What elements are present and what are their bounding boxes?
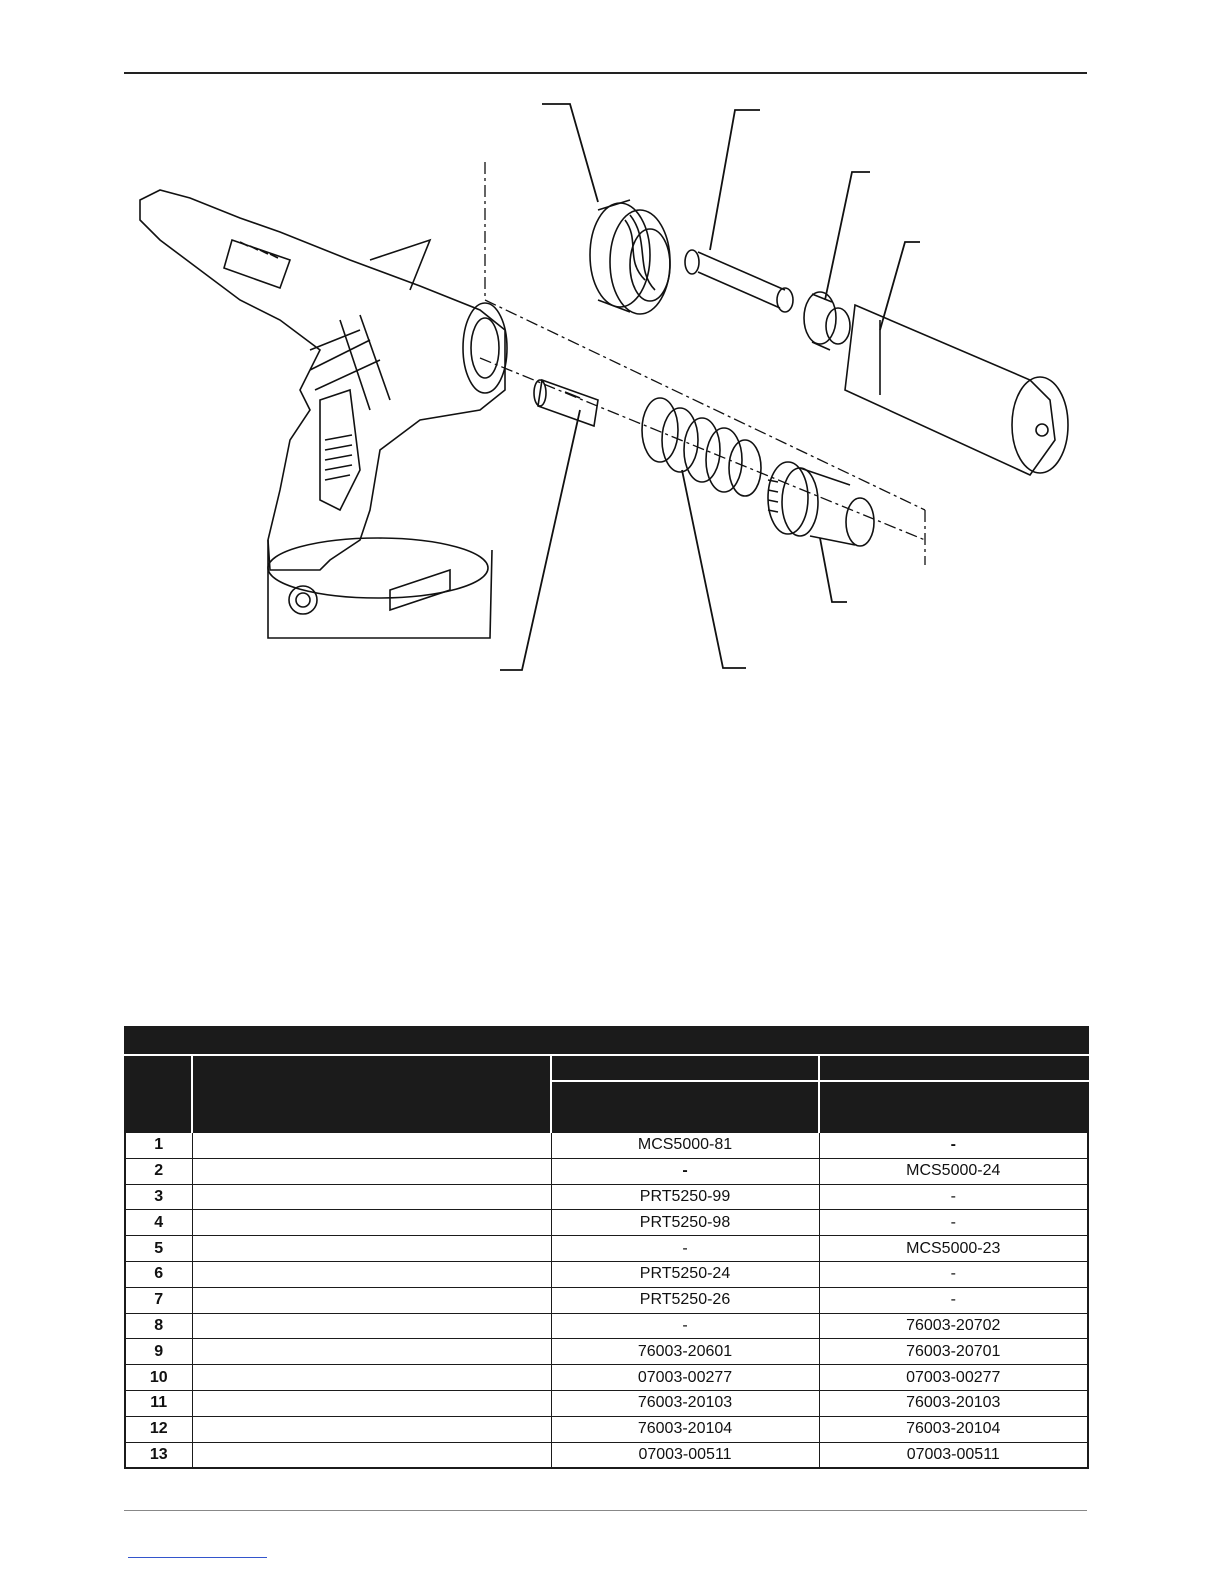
description-cell xyxy=(192,1313,551,1339)
top-rule xyxy=(124,72,1087,74)
subheader-part-number-a-cell xyxy=(551,1081,819,1133)
header-description-cell xyxy=(192,1055,551,1133)
part-number-a: PRT5250-98 xyxy=(551,1210,819,1236)
part-number-b: - xyxy=(819,1210,1088,1236)
header-model-b-cell xyxy=(819,1055,1088,1081)
part-number-a: PRT5250-24 xyxy=(551,1261,819,1287)
subheader-part-number-b-cell xyxy=(819,1081,1088,1133)
item-number: 7 xyxy=(125,1287,192,1313)
parts-list-table xyxy=(124,1026,1089,1469)
part-number-b: - xyxy=(819,1133,1088,1159)
item-number: 5 xyxy=(125,1236,192,1262)
part-number-a: - xyxy=(551,1158,819,1184)
footer-link[interactable] xyxy=(128,1557,267,1558)
header-model-a-cell xyxy=(551,1055,819,1081)
item-number: 10 xyxy=(125,1365,192,1391)
part-number-b: 07003-00511 xyxy=(819,1442,1088,1468)
part-number-b: 76003-20103 xyxy=(819,1390,1088,1416)
part-number-b: 07003-00277 xyxy=(819,1365,1088,1391)
table-row xyxy=(125,1442,1088,1468)
part-number-b: 76003-20701 xyxy=(819,1339,1088,1365)
header-item-cell xyxy=(125,1055,192,1133)
part-number-a: MCS5000-81 xyxy=(551,1133,819,1159)
description-cell xyxy=(192,1365,551,1391)
part-number-b: - xyxy=(819,1261,1088,1287)
description-cell xyxy=(192,1158,551,1184)
table-row xyxy=(125,1390,1088,1416)
part-number-b: MCS5000-23 xyxy=(819,1236,1088,1262)
part-number-a: PRT5250-99 xyxy=(551,1184,819,1210)
part-number-a: 76003-20601 xyxy=(551,1339,819,1365)
table-row xyxy=(125,1339,1088,1365)
table-row xyxy=(125,1210,1088,1236)
item-number: 2 xyxy=(125,1158,192,1184)
description-cell xyxy=(192,1442,551,1468)
part-number-b: MCS5000-24 xyxy=(819,1158,1088,1184)
exploded-view-diagram xyxy=(120,90,1100,690)
item-number: 13 xyxy=(125,1442,192,1468)
rivet-tool-illustration xyxy=(140,190,507,638)
table-row xyxy=(125,1158,1088,1184)
table-row xyxy=(125,1236,1088,1262)
part-number-b: - xyxy=(819,1287,1088,1313)
description-cell xyxy=(192,1133,551,1159)
item-number: 12 xyxy=(125,1416,192,1442)
description-cell xyxy=(192,1261,551,1287)
spring-and-pin xyxy=(534,380,761,496)
part-number-a: 07003-00277 xyxy=(551,1365,819,1391)
description-cell xyxy=(192,1416,551,1442)
item-number: 9 xyxy=(125,1339,192,1365)
table-row xyxy=(125,1313,1088,1339)
description-cell xyxy=(192,1287,551,1313)
item-number: 3 xyxy=(125,1184,192,1210)
table-row xyxy=(125,1133,1088,1159)
table-title-row xyxy=(125,1027,1088,1055)
part-number-b: 76003-20702 xyxy=(819,1313,1088,1339)
item-number: 8 xyxy=(125,1313,192,1339)
description-cell xyxy=(192,1184,551,1210)
table-row xyxy=(125,1261,1088,1287)
description-cell xyxy=(192,1210,551,1236)
description-cell xyxy=(192,1390,551,1416)
item-number: 6 xyxy=(125,1261,192,1287)
table-row xyxy=(125,1416,1088,1442)
part-number-a: - xyxy=(551,1313,819,1339)
end-fitting xyxy=(768,462,874,546)
part-number-a: 76003-20104 xyxy=(551,1416,819,1442)
item-number: 1 xyxy=(125,1133,192,1159)
table-title-cell xyxy=(125,1027,1088,1055)
item-number: 4 xyxy=(125,1210,192,1236)
part-number-b: - xyxy=(819,1184,1088,1210)
part-number-a: PRT5250-26 xyxy=(551,1287,819,1313)
table-row xyxy=(125,1287,1088,1313)
table-header-row xyxy=(125,1055,1088,1081)
description-cell xyxy=(192,1339,551,1365)
footer-rule xyxy=(124,1510,1087,1511)
part-number-a: 07003-00511 xyxy=(551,1442,819,1468)
table-row xyxy=(125,1365,1088,1391)
table-row xyxy=(125,1184,1088,1210)
part-number-a: 76003-20103 xyxy=(551,1390,819,1416)
part-number-b: 76003-20104 xyxy=(819,1416,1088,1442)
description-cell xyxy=(192,1236,551,1262)
item-number: 11 xyxy=(125,1390,192,1416)
part-number-a: - xyxy=(551,1236,819,1262)
